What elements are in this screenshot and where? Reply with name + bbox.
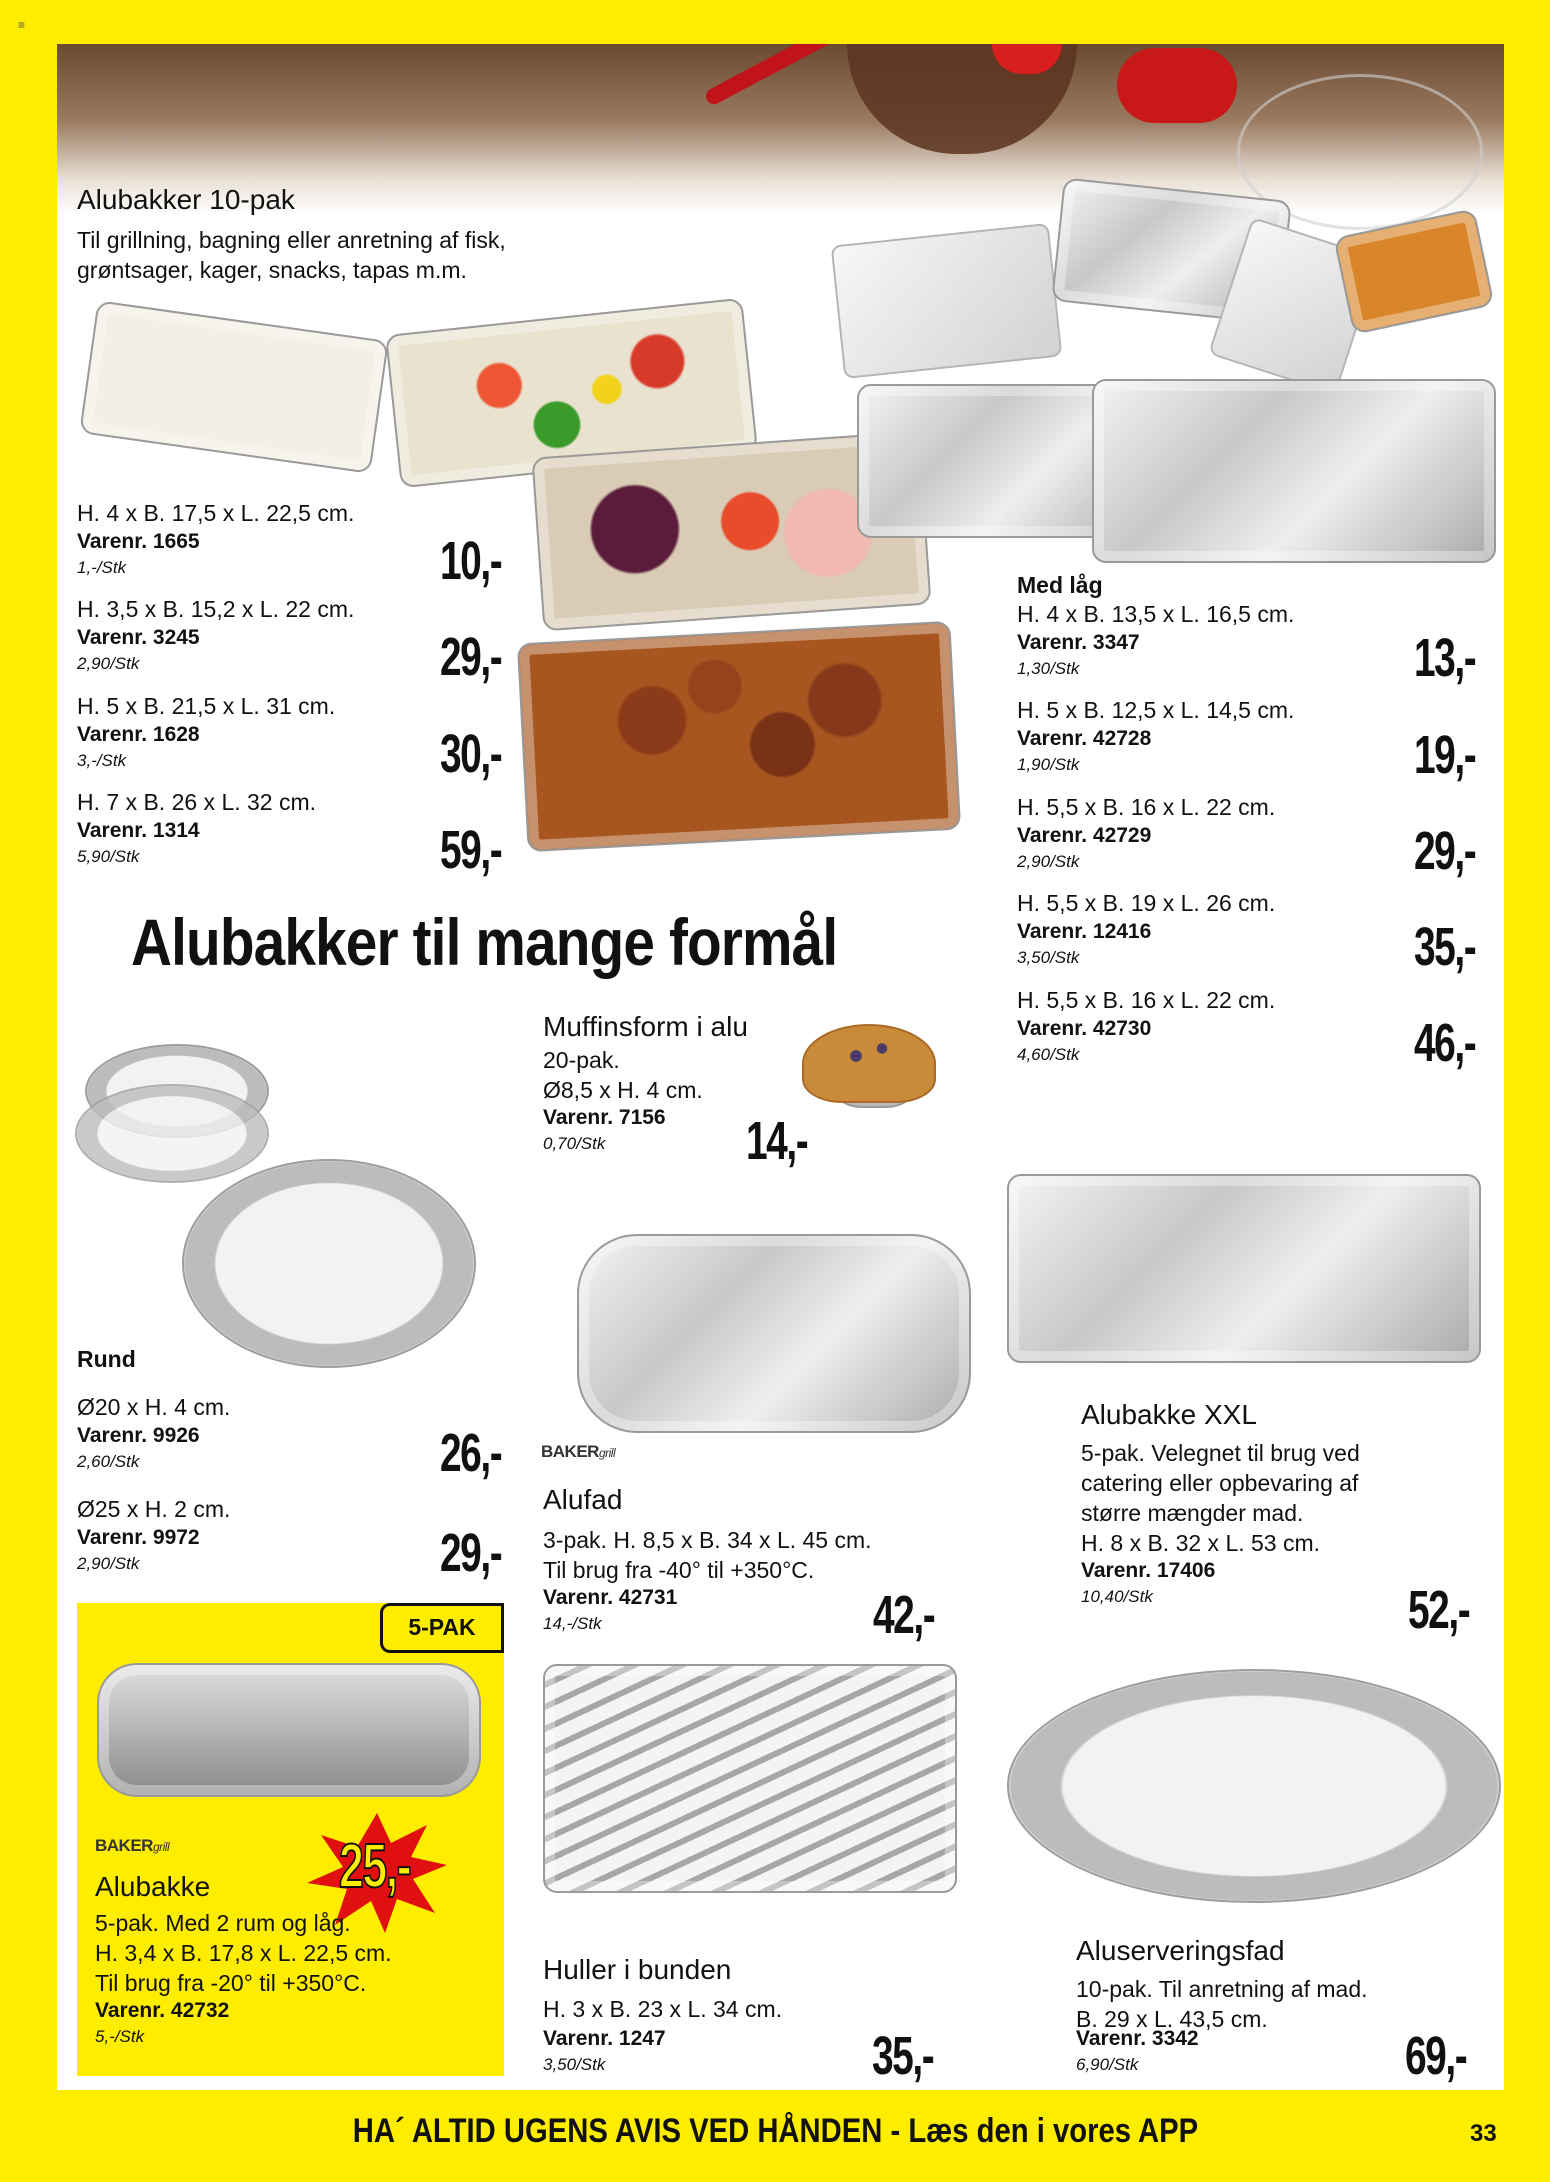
xxl-line-4: H. 8 x B. 32 x L. 53 cm. <box>1081 1530 1321 1556</box>
rund-varenr-2: Varenr. 9972 <box>77 1526 200 1549</box>
right-price-1: 13,- <box>1414 628 1476 688</box>
left-varenr-2: Varenr. 3245 <box>77 626 200 649</box>
promo-brand-logo: BAKERgrill <box>95 1836 170 1855</box>
muffin-image <box>802 1024 936 1103</box>
right-price-2: 19,- <box>1414 725 1476 785</box>
tray-meatballs-image <box>517 621 961 852</box>
right-unit-1: 1,30/Stk <box>1017 659 1080 678</box>
right-unit-3: 2,90/Stk <box>1017 852 1080 871</box>
rund-price-1: 26,- <box>440 1423 502 1483</box>
footer-banner <box>0 2112 1550 2151</box>
right-varenr-3: Varenr. 42729 <box>1017 824 1152 847</box>
left-spec-3: H. 5 x B. 21,5 x L. 31 cm. <box>77 693 336 719</box>
promo-title: Alubakke <box>95 1871 211 1902</box>
left-varenr-4: Varenr. 1314 <box>77 819 200 842</box>
huller-varenr: Varenr. 1247 <box>543 2027 666 2050</box>
right-price-4: 35,- <box>1414 917 1476 977</box>
rund-heading: Rund <box>77 1346 136 1372</box>
rund-spec-2: Ø25 x H. 2 cm. <box>77 1496 231 1522</box>
left-spec-4: H. 7 x B. 26 x L. 32 cm. <box>77 789 317 815</box>
right-varenr-2: Varenr. 42728 <box>1017 727 1152 750</box>
right-spec-1: H. 4 x B. 13,5 x L. 16,5 cm. <box>1017 601 1295 627</box>
left-varenr-3: Varenr. 1628 <box>77 723 200 746</box>
alufad-title: Alufad <box>543 1484 623 1515</box>
promo-varenr: Varenr. 42732 <box>95 1999 230 2022</box>
rund-unit-1: 2,60/Stk <box>77 1452 140 1471</box>
muffin-line-2: Ø8,5 x H. 4 cm. <box>543 1077 703 1103</box>
servering-unit: 6,90/Stk <box>1076 2055 1139 2074</box>
grill-tray-holes-image <box>543 1664 957 1893</box>
muffin-line-1: 20-pak. <box>543 1047 620 1073</box>
servering-title: Aluserveringsfad <box>1076 1935 1285 1966</box>
right-price-5: 46,- <box>1414 1013 1476 1073</box>
huller-line-1: H. 3 x B. 23 x L. 34 cm. <box>543 1996 783 2022</box>
servering-price: 69,- <box>1405 2026 1467 2086</box>
xxl-line-3: større mængder mad. <box>1081 1500 1304 1526</box>
round-tray-stack-image <box>75 1084 269 1183</box>
huller-unit: 3,50/Stk <box>543 2055 606 2074</box>
right-spec-3: H. 5,5 x B. 16 x L. 22 cm. <box>1017 794 1276 820</box>
promo-line-2: H. 3,4 x B. 17,8 x L. 22,5 cm. <box>95 1940 392 1966</box>
right-varenr-4: Varenr. 12416 <box>1017 920 1152 943</box>
left-unit-4: 5,90/Stk <box>77 847 140 866</box>
page-headline: Alubakker til mange formål <box>131 905 838 979</box>
huller-title: Huller i bunden <box>543 1954 732 1985</box>
servering-line-1: 10-pak. Til anretning af mad. <box>1076 1976 1368 2002</box>
xxl-line-1: 5-pak. Velegnet til brug ved <box>1081 1440 1360 1466</box>
alufad-varenr: Varenr. 42731 <box>543 1586 678 1609</box>
muffin-varenr: Varenr. 7156 <box>543 1106 666 1129</box>
left-price-3: 30,- <box>440 724 502 784</box>
right-spec-4: H. 5,5 x B. 19 x L. 26 cm. <box>1017 890 1276 916</box>
xxl-price: 52,- <box>1408 1580 1470 1640</box>
menu-icon: ≡ <box>18 18 26 32</box>
lid-stack-image <box>831 223 1063 379</box>
muffin-price: 14,- <box>746 1111 808 1171</box>
xxl-line-2: catering eller opbevaring af <box>1081 1470 1359 1496</box>
left-spec-2: H. 3,5 x B. 15,2 x L. 22 cm. <box>77 596 355 622</box>
right-price-3: 29,- <box>1414 821 1476 881</box>
alufad-price: 42,- <box>873 1585 935 1645</box>
promo-tray-image <box>97 1663 481 1797</box>
muffin-title: Muffinsform i alu <box>543 1011 748 1042</box>
alufad-brand-logo: BAKERgrill <box>541 1442 616 1461</box>
hero-title: Alubakker 10-pak <box>77 184 295 215</box>
right-list-heading: Med låg <box>1017 572 1103 598</box>
tray-empty-large-image <box>1092 379 1496 563</box>
promo-unit: 5,-/Stk <box>95 2027 145 2046</box>
footer-text: HA´ ALTID UGENS AVIS VED HÅNDEN - Læs den i vores APP <box>352 2112 1198 2150</box>
left-varenr-1: Varenr. 1665 <box>77 530 200 553</box>
rund-unit-2: 2,90/Stk <box>77 1554 140 1573</box>
xxl-unit: 10,40/Stk <box>1081 1587 1153 1606</box>
rund-price-2: 29,- <box>440 1523 502 1583</box>
right-unit-4: 3,50/Stk <box>1017 948 1080 967</box>
round-tray-large-image <box>182 1159 476 1368</box>
huller-price: 35,- <box>872 2026 934 2086</box>
hero-desc-2: grøntsager, kager, snacks, tapas m.m. <box>77 257 467 283</box>
promo-line-3: Til brug fra -20° til +350°C. <box>95 1970 367 1996</box>
flyer-panel <box>57 44 1504 2090</box>
servering-line-2: B. 29 x L. 43,5 cm. <box>1076 2006 1268 2032</box>
promo-price: 25,- <box>339 1832 411 1901</box>
right-spec-5: H. 5,5 x B. 16 x L. 22 cm. <box>1017 987 1276 1013</box>
hero-desc-1: Til grillning, bagning eller anretning af fisk, <box>77 227 506 253</box>
left-price-1: 10,- <box>440 531 502 591</box>
servering-varenr: Varenr. 3342 <box>1076 2027 1199 2050</box>
page-number: 33 <box>1470 2120 1497 2147</box>
alufad-image <box>577 1234 971 1433</box>
left-spec-1: H. 4 x B. 17,5 x L. 22,5 cm. <box>77 500 355 526</box>
promo-line-1: 5-pak. Med 2 rum og låg. <box>95 1910 351 1936</box>
promo-box <box>77 1603 504 2076</box>
rund-spec-1: Ø20 x H. 4 cm. <box>77 1394 231 1420</box>
left-unit-1: 1,-/Stk <box>77 558 127 577</box>
left-unit-2: 2,90/Stk <box>77 654 140 673</box>
right-spec-2: H. 5 x B. 12,5 x L. 14,5 cm. <box>1017 697 1295 723</box>
xxl-title: Alubakke XXL <box>1081 1399 1257 1430</box>
five-pak-tag: 5-PAK <box>380 1603 504 1653</box>
xxl-tray-image <box>1007 1174 1481 1363</box>
alufad-unit: 14,-/Stk <box>543 1614 602 1633</box>
left-price-2: 29,- <box>440 627 502 687</box>
right-unit-2: 1,90/Stk <box>1017 755 1080 774</box>
serving-platter-image <box>1007 1669 1501 1903</box>
alufad-line-1: 3-pak. H. 8,5 x B. 34 x L. 45 cm. <box>543 1527 872 1553</box>
right-unit-5: 4,60/Stk <box>1017 1045 1080 1064</box>
muffin-unit: 0,70/Stk <box>543 1134 606 1153</box>
left-price-4: 59,- <box>440 820 502 880</box>
left-unit-3: 3,-/Stk <box>77 751 127 770</box>
right-varenr-5: Varenr. 42730 <box>1017 1017 1152 1040</box>
right-varenr-1: Varenr. 3347 <box>1017 631 1140 654</box>
alufad-line-2: Til brug fra -40° til +350°C. <box>543 1557 815 1583</box>
xxl-varenr: Varenr. 17406 <box>1081 1559 1216 1582</box>
tray-potato-salad-image <box>79 300 389 474</box>
rund-varenr-1: Varenr. 9926 <box>77 1424 200 1447</box>
